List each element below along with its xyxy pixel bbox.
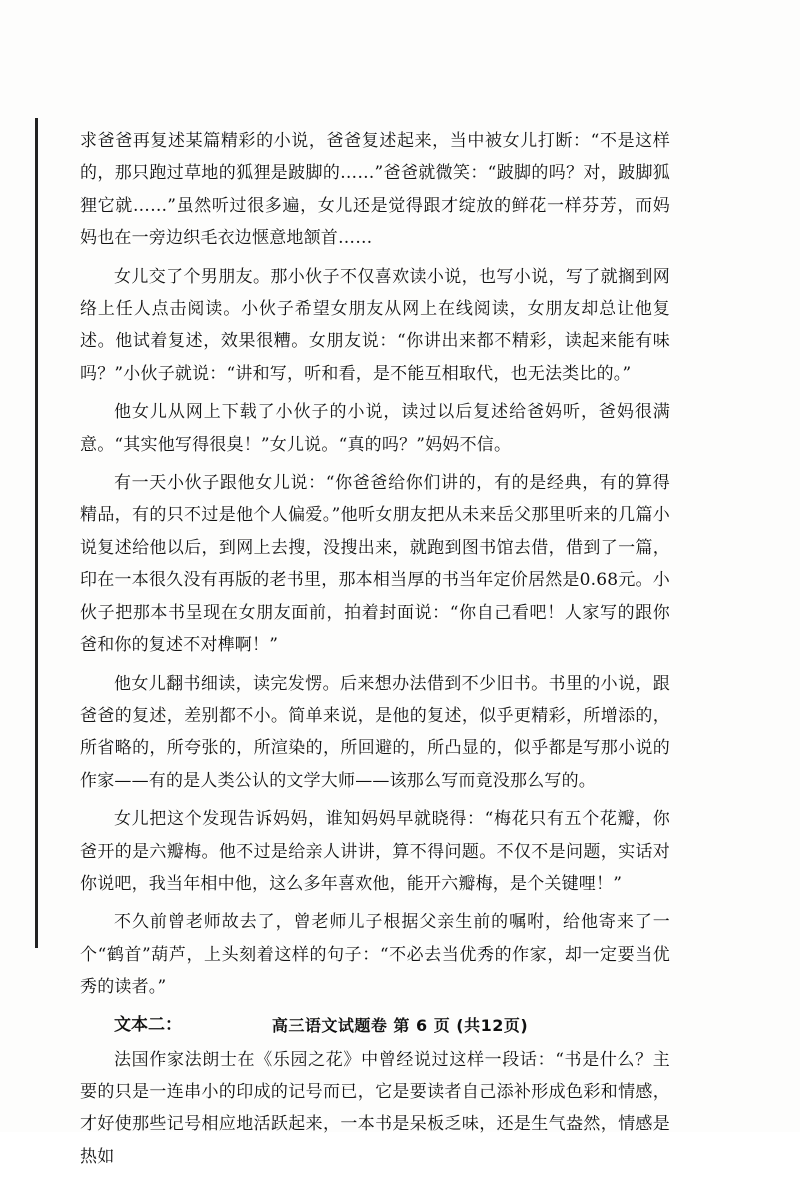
section-heading-text-two: 文本二：	[114, 1014, 182, 1035]
paragraph-4: 有一天小伙子跟他女儿说：“你爸爸给你们讲的，有的是经典，有的算得精品，有的只不过是他个人偏爱。”他听女朋友把从未来岳父那里听来的几篇小说复述给他以后，到网上去搜，没搜出来，就跑到图书馆去借，借到了一篇，印在一本很久没有再版的老书里，那本相当厚的书当年定价居然是0.68元。小伙子把那本书呈现在女朋友面前，拍着封面说：“你自己看吧！人家写的跟你爸和你的复述不对榫啊！”	[80, 473, 670, 656]
margin-binding-line	[35, 118, 38, 948]
paragraph-5: 他女儿翻书细读，读完发愣。后来想办法借到不少旧书。书里的小说，跟爸爸的复述，差别都不小。简单来说，是他的复述，似乎更精彩，所增添的，所省略的，所夸张的，所渲染的，所回避的，所凸显的，似乎都是写那小说的作家——有的是人类公认的文学大师——该那么写而竟没那么写的。	[80, 673, 670, 791]
paragraph-2: 女儿交了个男朋友。那小伙子不仅喜欢读小说，也写小说，写了就搁到网络上任人点击阅读。小伙子希望女朋友从网上在线阅读，女朋友却总让他复述。他试着复述，效果很糟。女朋友说：“你讲出来都不精彩，读起来能有味吗？”小伙子就说：“讲和写，听和看，是不能互相取代，也无法类比的。”	[80, 266, 670, 384]
paragraph-text-two: 法国作家法朗士在《乐园之花》中曾经说过这样一段话：“书是什么？主要的只是一连串小的印成的记号而已，它是要读者自己添补形成色彩和情感，才好使那些记号相应地活跃起来，一本书是呆板乏味，还是生气盎然，情感是热如	[80, 1049, 670, 1167]
page-footer: 高三语文试题卷 第 6 页 (共12页)	[271, 1016, 529, 1035]
paragraph-6: 女儿把这个发现告诉妈妈，谁知妈妈早就晓得：“梅花只有五个花瓣，你爸开的是六瓣梅。他不过是给亲人讲讲，算不得问题。不仅不是问题，实话对你说吧，我当年相中他，这么多年喜欢他，能开六瓣梅，是个关键哩！”	[80, 809, 670, 894]
paragraph-3: 他女儿从网上下载了小伙子的小说，读过以后复述给爸妈听，爸妈很满意。“其实他写得很臭！”女儿说。“真的吗？”妈妈不信。	[80, 402, 670, 455]
paragraph-7: 不久前曾老师故去了，曾老师儿子根据父亲生前的嘱咐，给他寄来了一个“鹤首”葫芦，上头刻着这样的句子：“不必去当优秀的作家，却一定要当优秀的读者。”	[80, 912, 670, 998]
paragraph-1: 求爸爸再复述某篇精彩的小说，爸爸复述起来，当中被女儿打断：“不是这样的，那只跑过草地的狐狸是跛脚的……”爸爸就微笑：“跛脚的吗？对，跛脚狐狸它就……”虽然听过很多遍，女儿还是觉得跟才绽放的鲜花一样芬芳，而妈妈也在一旁边织毛衣边惬意地颔首……	[80, 131, 670, 249]
